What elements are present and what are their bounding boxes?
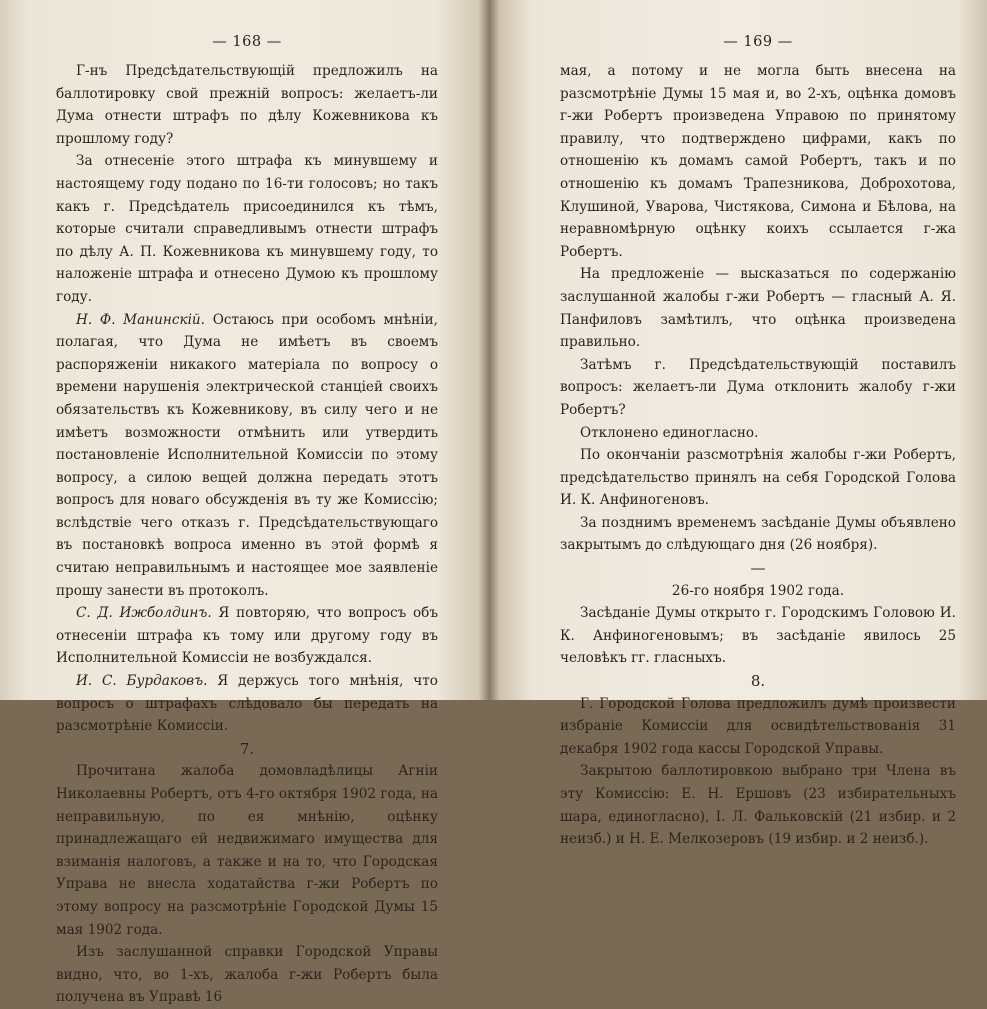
page-body <box>56 60 438 1009</box>
speaker-name: С. Д. Ижболдинъ. <box>76 605 212 622</box>
paragraph: Затѣмъ г. Предсѣдательствующій поставилъ вопросъ: желаетъ-ли Дума отклонить жалобу г-жи Робертъ? <box>560 356 956 418</box>
session-date: 26-го ноября 1902 года. <box>671 582 845 599</box>
paragraph: Изъ заслушанной справки Городской Управы видно, что, во 1-хъ, жалоба г-жи Робертъ была получена въ Управѣ 16 <box>56 944 438 1006</box>
paragraph: Закрытою баллотировкою выбрано три Члена въ эту Комиссію: Е. Н. Ершовъ (23 избирательныхъ шара, единогласно), І. Л. Фальковскій (21 избир. и 2 неизб.) и Н. Е. Мелкозеровъ (19 избир. и 2 неизб.). <box>560 763 956 848</box>
left-page <box>56 0 438 1006</box>
paragraph: Г-нъ Предсѣдательствующій предложилъ на баллотировку свой прежній вопросъ: желаетъ-ли Дума отнести штрафъ по дѣлу Кожевникова къ прошлому году? <box>56 63 438 147</box>
section-number: 8. <box>750 672 766 691</box>
paragraph: По окончаніи разсмотрѣнія жалобы г-жи Робертъ, предсѣдательство принялъ на себя Городской Голова И. К. Анфиногеновъ. <box>560 447 956 509</box>
paragraph: Отклонено единогласно. <box>580 424 759 441</box>
paragraph: Прочитана жалоба домовладѣлицы Агніи Николаевны Робертъ, отъ 4-го октября 1902 года, на неправильную, по ея мнѣнію, оцѣнку принадлежащаго ей недвижимаго имущества для взиманія налоговъ, а также и на то, что Городская Управа не внесла ходатайства г-жи Робертъ по этому вопросу на разсмотрѣніе Городской Думы 15 мая 1902 года. <box>56 763 438 938</box>
speech-text: Я повторяю, что вопросъ объ отнесеніи штрафа къ тому или другому году въ Исполнительной Комиссіи не возбуждался. <box>56 605 438 667</box>
speech-text: Я держусь того мнѣнія, что вопросъ о штрафахъ слѣдовало бы передать на разсмотрѣніе Комиссіи. <box>56 673 438 735</box>
right-page <box>560 0 956 848</box>
paragraph: Г. Городской Голова предложилъ думѣ произвести избраніе Комиссіи для освидѣтельствованія 31 декабря 1902 года кассы Городской Управы. <box>560 695 956 757</box>
section-divider: — <box>750 559 766 578</box>
page-number: — 168 — <box>212 34 282 50</box>
speaker-name: Н. Ф. Манинскій. <box>76 311 205 328</box>
paragraph: мая, а потому и не могла быть внесена на разсмотрѣніе Думы 15 мая и, во 2-хъ, оцѣнка домовъ г-жи Робертъ произведена Управою по принятому правилу, что подтверждено цифрами, какъ по отношенію къ домамъ самой Робертъ, такъ и по отношенію къ домамъ Трапезникова, Доброхотова, Клушиной, Уварова, Чистякова, Симона и Бѣлова, на неравномѣрную оцѣнку коихъ ссылается г-жа Робертъ. <box>560 63 956 260</box>
paragraph: Засѣданіе Думы открыто г. Городскимъ Головою И. К. Анфиногеновымъ; въ засѣданіе явилось 25 человѣкъ гг. гласныхъ. <box>560 605 956 667</box>
speaker-paragraph <box>56 602 438 670</box>
section-number: 7. <box>239 739 255 758</box>
speech-text: Остаюсь при особомъ мнѣніи, полагая, что Дума не имѣетъ въ своемъ распоряженіи никакого матеріала по вопросу о времени нарушенія электрической станціей своихъ обязательствъ къ Кожевникову, въ силу чего и не имѣетъ возможности отмѣнить или утвердить постановленіе Исполнительной Комиссіи по этому вопросу, а силою вещей должна передать этотъ вопросъ для новаго обсужденія въ ту же Комиссію; вслѣдствіе чего отказъ г. Предсѣдательствующаго въ постановкѣ вопроса именно въ этой формѣ я считаю неправильнымъ и настоящее мое заявленіе прошу занести въ протоколъ. <box>56 311 438 599</box>
page-number: — 169 — <box>723 34 793 50</box>
paragraph: За позднимъ временемъ засѣданіе Думы объявлено закрытымъ до слѣдующаго дня (26 ноября). <box>560 514 956 554</box>
page-body <box>560 60 956 851</box>
speaker-paragraph <box>56 309 438 603</box>
speaker-name: И. С. Бурдаковъ. <box>76 673 208 690</box>
speaker-paragraph <box>56 670 438 738</box>
paragraph: На предложеніе — высказаться по содержанію заслушанной жалобы г-жи Робертъ — гласный А. Я. Панфиловъ замѣтилъ, что оцѣнка произведена правильно. <box>560 266 956 351</box>
paragraph: За отнесеніе этого штрафа къ минувшему и настоящему году подано по 16-ти голосовъ; но такъ какъ г. Предсѣдатель присоединился къ тѣмъ, которые считали справедливымъ отнести штрафъ по дѣлу А. П. Кожевникова къ минувшему году, то наложеніе штрафа и отнесено Думою къ прошлому году. <box>56 153 438 305</box>
